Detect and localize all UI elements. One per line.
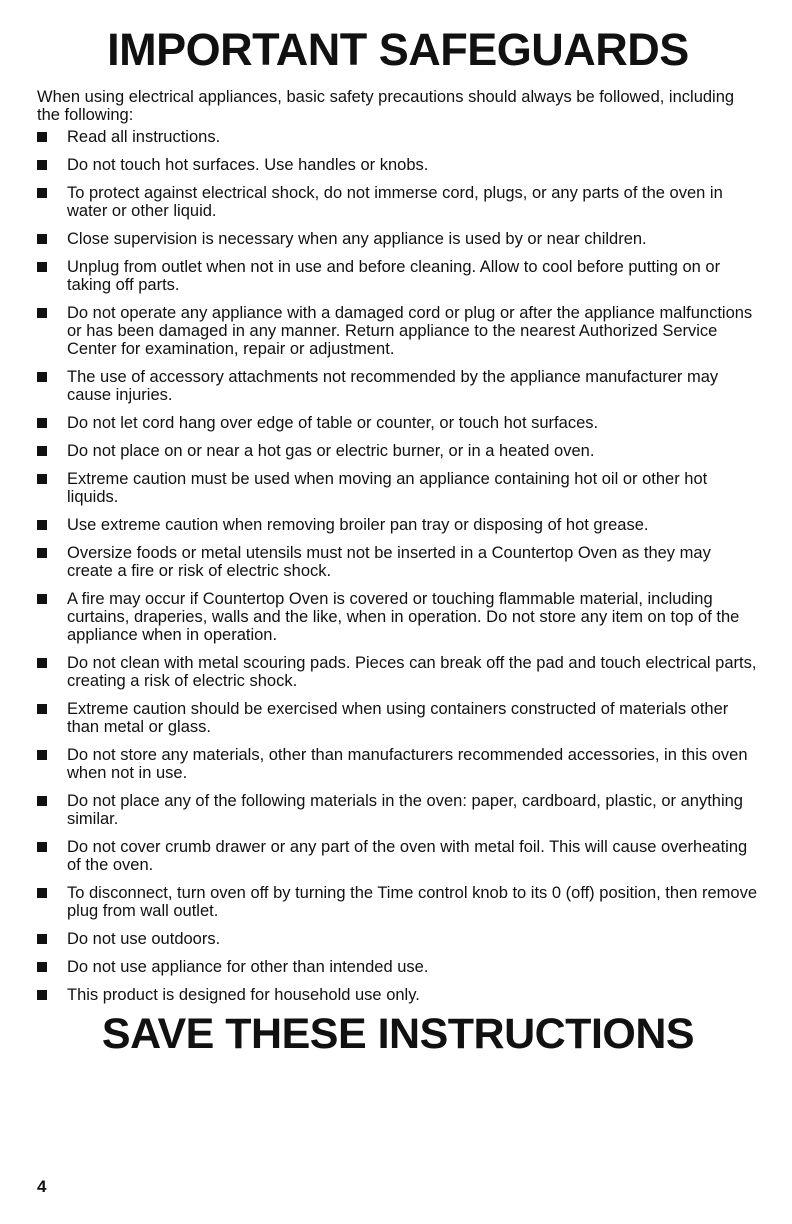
square-bullet-icon xyxy=(37,548,47,558)
list-item-text: Do not use outdoors. xyxy=(67,930,221,948)
square-bullet-icon xyxy=(37,188,47,198)
list-item-text: To disconnect, turn oven off by turning the Time control knob to its 0 (off) position, then remove plug from wall outlet. xyxy=(67,884,758,920)
list-item xyxy=(37,700,759,736)
square-bullet-icon xyxy=(37,750,47,760)
list-item-text: Read all instructions. xyxy=(67,128,221,146)
page-title: IMPORTANT SAFEGUARDS xyxy=(107,24,689,75)
square-bullet-icon xyxy=(37,962,47,972)
list-item-text: Do not clean with metal scouring pads. Pieces can break off the pad and touch electrical parts, creating a risk of electric shock. xyxy=(67,654,757,690)
list-item-text: Do not place on or near a hot gas or electric burner, or in a heated oven. xyxy=(67,442,595,460)
square-bullet-icon xyxy=(37,658,47,668)
list-item-text: Do not cover crumb drawer or any part of the oven with metal foil. This will cause overheating of the oven. xyxy=(67,838,748,874)
list-item xyxy=(37,838,759,874)
list-item-text: Use extreme caution when removing broiler pan tray or disposing of hot grease. xyxy=(67,516,649,534)
list-item-text: Extreme caution must be used when moving an appliance containing hot oil or other hot liquids. xyxy=(67,470,708,506)
safeguards-list xyxy=(37,128,759,1004)
list-item-text: Oversize foods or metal utensils must not be inserted in a Countertop Oven as they may create a fire or risk of electric shock. xyxy=(67,544,711,580)
intro-paragraph: When using electrical appliances, basic safety precautions should always be followed, including the following: xyxy=(37,88,735,124)
square-bullet-icon xyxy=(37,934,47,944)
list-item-text: Do not store any materials, other than manufacturers recommended accessories, in this oven when not in use. xyxy=(67,746,748,782)
list-item xyxy=(37,184,759,220)
list-item xyxy=(37,156,759,174)
list-item xyxy=(37,230,759,248)
list-item-text: A fire may occur if Countertop Oven is covered or touching flammable material, including curtains, draperies, walls and the like, when in operation. Do not store any item on top of the appliance when in operation. xyxy=(67,590,740,644)
list-item-text: Do not let cord hang over edge of table or counter, or touch hot surfaces. xyxy=(67,414,599,432)
square-bullet-icon xyxy=(37,234,47,244)
list-item xyxy=(37,544,759,580)
list-item-text: Extreme caution should be exercised when using containers constructed of materials other than metal or glass. xyxy=(67,700,729,736)
list-item xyxy=(37,470,759,506)
list-item xyxy=(37,792,759,828)
list-item xyxy=(37,654,759,690)
list-item-text: Do not place any of the following materials in the oven: paper, cardboard, plastic, or anything similar. xyxy=(67,792,743,828)
square-bullet-icon xyxy=(37,372,47,382)
list-item xyxy=(37,884,759,920)
square-bullet-icon xyxy=(37,520,47,530)
list-item-text: This product is designed for household use only. xyxy=(67,986,420,1004)
square-bullet-icon xyxy=(37,888,47,898)
list-item xyxy=(37,746,759,782)
list-item xyxy=(37,128,759,146)
square-bullet-icon xyxy=(37,262,47,272)
list-item-text: To protect against electrical shock, do not immerse cord, plugs, or any parts of the oven in water or other liquid. xyxy=(67,184,723,220)
square-bullet-icon xyxy=(37,446,47,456)
list-item-text: Do not touch hot surfaces. Use handles or knobs. xyxy=(67,156,429,174)
square-bullet-icon xyxy=(37,132,47,142)
list-item xyxy=(37,414,759,432)
list-item xyxy=(37,304,759,358)
page-number: 4 xyxy=(37,1177,47,1196)
list-item xyxy=(37,258,759,294)
list-item xyxy=(37,958,759,976)
square-bullet-icon xyxy=(37,418,47,428)
safeguards-page xyxy=(37,24,759,1058)
square-bullet-icon xyxy=(37,990,47,1000)
list-item xyxy=(37,368,759,404)
square-bullet-icon xyxy=(37,308,47,318)
closing-heading: SAVE THESE INSTRUCTIONS xyxy=(101,1010,695,1058)
list-item xyxy=(37,442,759,460)
list-item-text: Close supervision is necessary when any appliance is used by or near children. xyxy=(67,230,647,248)
list-item xyxy=(37,590,759,644)
square-bullet-icon xyxy=(37,842,47,852)
list-item xyxy=(37,930,759,948)
list-item xyxy=(37,986,759,1004)
square-bullet-icon xyxy=(37,160,47,170)
list-item xyxy=(37,516,759,534)
list-item-text: The use of accessory attachments not recommended by the appliance manufacturer may cause injuries. xyxy=(67,368,719,404)
square-bullet-icon xyxy=(37,796,47,806)
square-bullet-icon xyxy=(37,704,47,714)
list-item-text: Do not operate any appliance with a damaged cord or plug or after the appliance malfunctions or has been damaged in any manner. Return appliance to the nearest Authorized Service Center for examination, repair or adjustment. xyxy=(67,304,753,358)
list-item-text: Unplug from outlet when not in use and before cleaning. Allow to cool before putting on or taking off parts. xyxy=(67,258,721,294)
square-bullet-icon xyxy=(37,594,47,604)
square-bullet-icon xyxy=(37,474,47,484)
list-item-text: Do not use appliance for other than intended use. xyxy=(67,958,429,976)
